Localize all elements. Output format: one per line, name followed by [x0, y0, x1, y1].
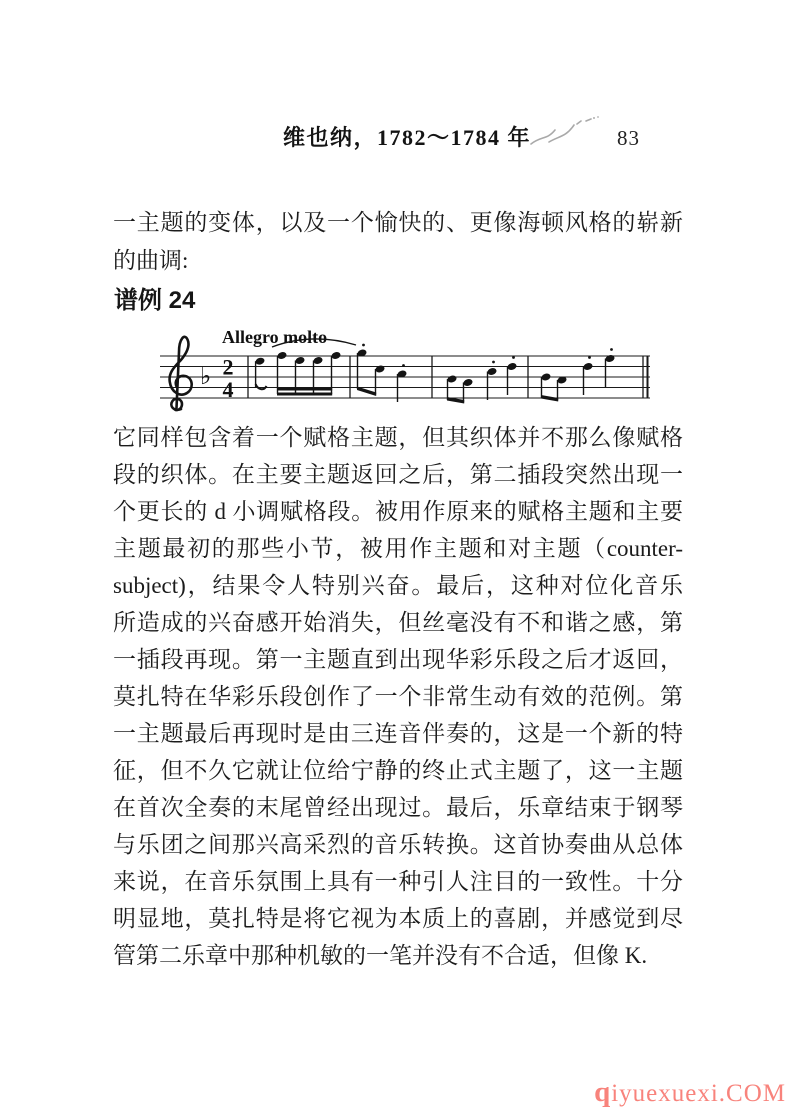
text-line: subject)，结果令人特别兴奋。最后，这种对位化音乐: [113, 573, 683, 598]
watermark: [594, 1076, 786, 1109]
text-line: 一主题最后再现时是由三连音伴奏的，这是一个新的特: [113, 721, 683, 746]
text-line: 段的织体。在主要主题返回之后，第二插段突然出现一: [113, 462, 683, 487]
flat-sign: ♭: [200, 362, 212, 390]
body-paragraph: [113, 419, 683, 974]
text-line: 与乐团之间那兴高采烈的音乐转换。这首协奏曲从总体: [113, 832, 683, 857]
text-line: 个更长的 d 小调赋格段。被用作原来的赋格主题和主要: [113, 499, 683, 524]
treble-clef-icon: [170, 337, 192, 410]
text-line: 在首次全奏的末尾曾经出现过。最后，乐章结束于钢琴: [113, 795, 683, 820]
text-line: 征，但不久它就让位给宁静的终止式主题了，这一主题: [113, 758, 683, 783]
pen-scribble-mark: [528, 114, 602, 150]
tempo-marking: Allegro molto: [222, 327, 328, 347]
text-line: 一插段再现。第一主题直到出现华彩乐段之后才返回，: [113, 647, 683, 672]
text-line: 所造成的兴奋感开始消失，但丝毫没有不和谐之感，第: [113, 610, 683, 635]
watermark-bold-letter: q: [594, 1076, 612, 1108]
svg-text:4: 4: [222, 377, 234, 402]
text-line: 来说，在音乐氛围上具有一种引人注目的一致性。十分: [113, 869, 683, 894]
svg-text:2: 2: [222, 354, 234, 380]
music-notes: [255, 344, 616, 404]
running-header-title: 维也纳，1782～1784 年: [283, 125, 532, 150]
staff-lines: [160, 356, 650, 398]
text-line: 明显地，莫扎特是将它视为本质上的喜剧，并感觉到尽: [113, 906, 683, 931]
watermark-text: iyuexuexi.COM: [611, 1080, 786, 1107]
text-line: 它同样包含着一个赋格主题，但其织体并不那么像赋格: [113, 425, 683, 450]
text-line: 主题最初的那些小节，被用作主题和对主题（counter-: [113, 536, 683, 561]
score-example-caption: 谱例 24: [114, 287, 196, 314]
music-notation: [160, 322, 650, 417]
page-number: 83: [617, 126, 640, 150]
intro-paragraph: [113, 204, 683, 280]
text-line: 管第二乐章中那种机敏的一笔并没有不合适，但像 K.: [113, 943, 648, 968]
text-line: 莫扎特在华彩乐段创作了一个非常生动有效的范例。第: [113, 684, 683, 709]
time-signature: [223, 355, 234, 403]
text-line: 的曲调:: [113, 248, 189, 273]
text-line: 一主题的变体，以及一个愉快的、更像海顿风格的崭新: [113, 210, 683, 235]
